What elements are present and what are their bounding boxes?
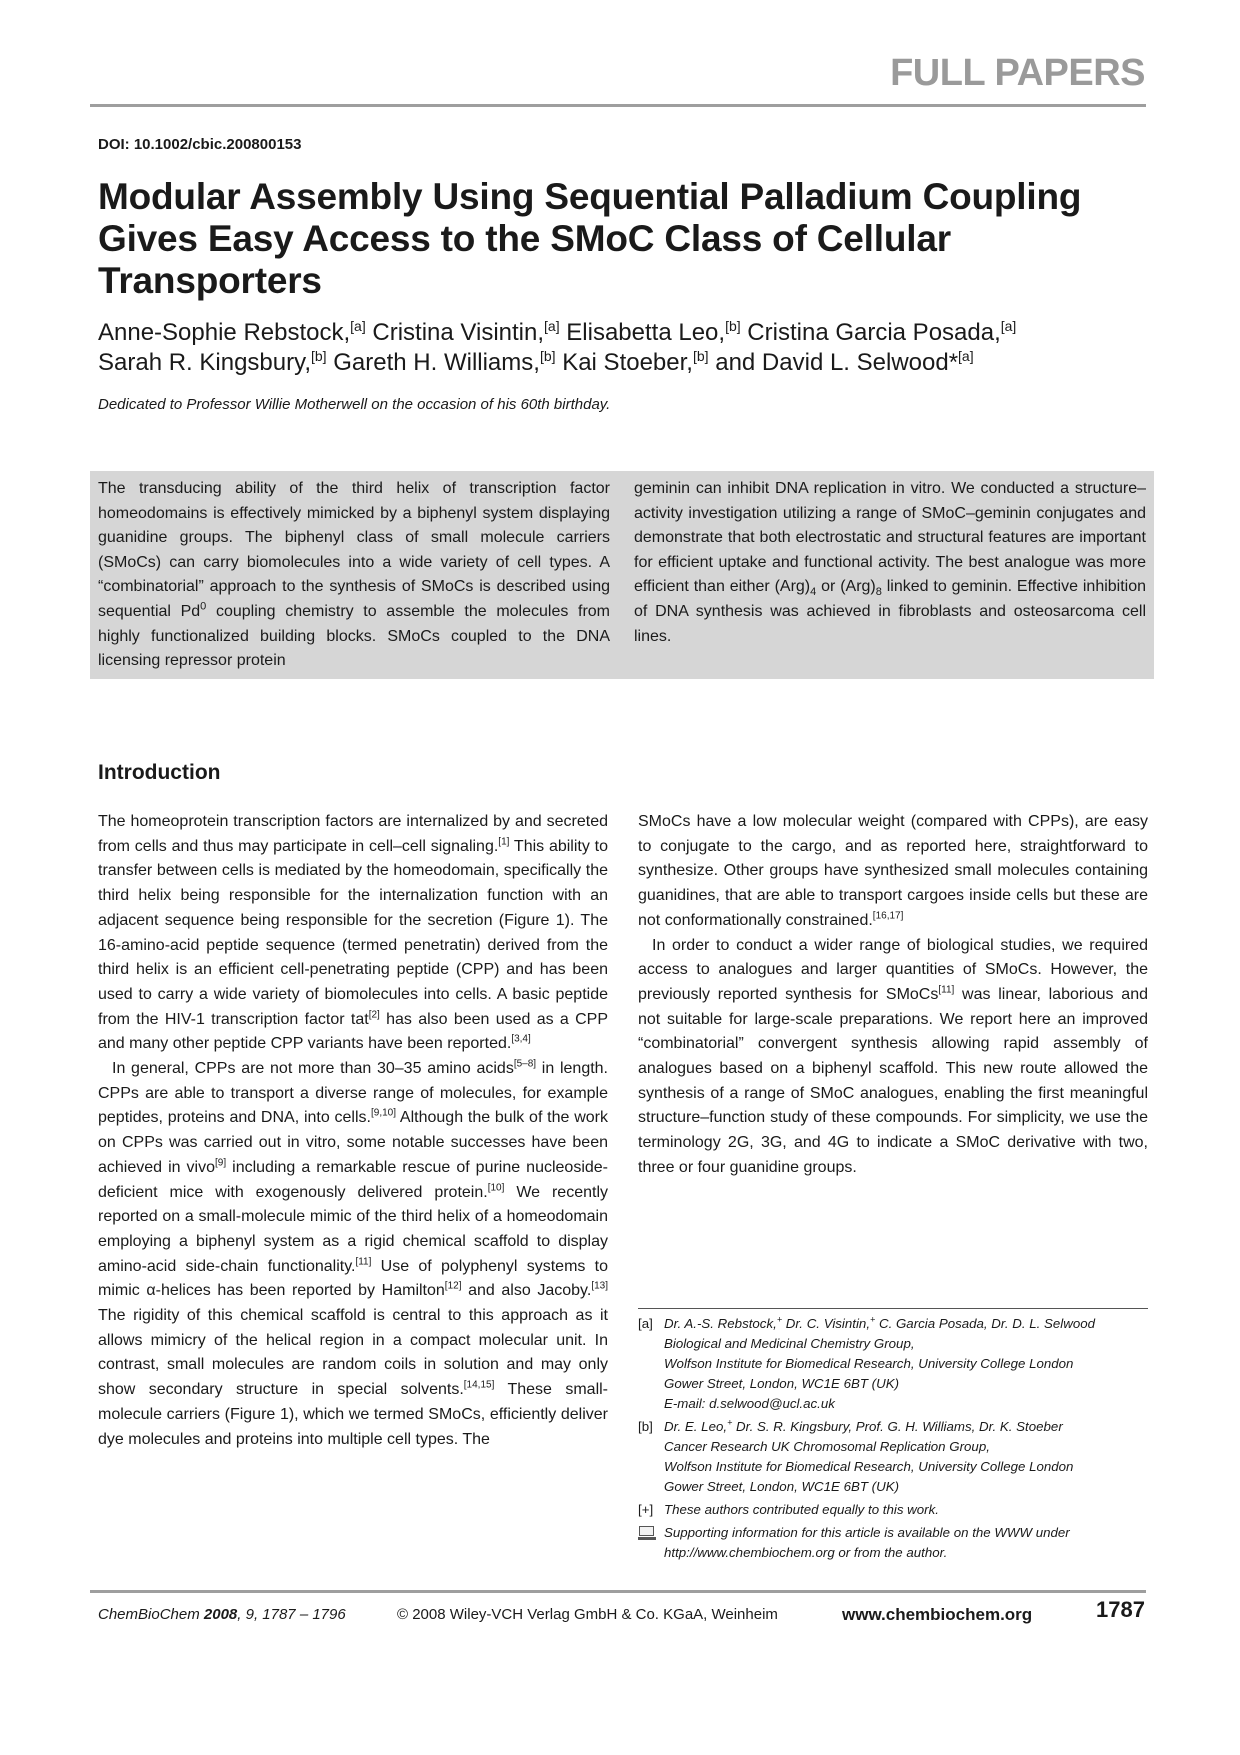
footnote-rule: [638, 1308, 1148, 1309]
article-title: Modular Assembly Using Sequential Palladium Coupling Gives Easy Access to the SMoC Class of Cellular Transporters: [98, 176, 1082, 301]
abstract-text: The transducing ability of the third helix of transcription factor homeodomains is effectively mimicked by a biphenyl system displaying guanidine groups. The biphenyl class of small molecule carriers (SMoCs) can carry biomolecules into a wide variety of cell types. A “combinatorial” approach to the synthesis of SMoCs is described using sequential Pd: [98, 480, 610, 620]
footnotes: [638, 1314, 1148, 1566]
paragraph-text: These small-molecule carriers (Figure 1), which we termed SMoCs, efficiently deliver dye molecules and proteins into multiple cell types. The: [98, 1381, 609, 1448]
paragraph-text: including a remarkable rescue of purine nucleoside-deficient mice with exogenously delivered protein.: [98, 1158, 609, 1201]
paragraph-text: In general, CPPs are not more than 30–35 amino acids: [112, 1060, 514, 1078]
footnote-line: Gower Street, London, WC1E 6BT (UK): [664, 1479, 900, 1494]
footnote-b: [638, 1417, 1148, 1497]
author-name: Cristina Garcia Posada,: [740, 319, 1001, 346]
paragraph-text: Although the bulk of the work on CPPs was carried out in vitro, some notable successes have been achieved in vivo: [98, 1109, 608, 1176]
abstract-text: geminin can inhibit DNA replication in vitro. We conducted a structure–activity investigation utilizing a range of SMoC–geminin conjugates and demonstrate that both electrostatic and structural features are important for efficient uptake and functional activity. The best analogue was more efficient than either (Arg): [634, 480, 1146, 596]
author-line-2: [98, 348, 1138, 378]
author-name: Elisabetta Leo,: [559, 319, 726, 346]
journal-name: ChemBioChem: [98, 1606, 200, 1623]
footnote-supporting-info: [638, 1523, 1148, 1563]
author-affiliation: [b]: [311, 348, 327, 364]
paragraph-text: Use of polyphenyl systems to mimic α-helices has been reported by Hamilton: [98, 1257, 608, 1300]
abstract-box: [90, 471, 1154, 679]
citation-ref[interactable]: [12]: [444, 1281, 462, 1293]
introduction-heading: Introduction: [98, 761, 221, 784]
citation-ref[interactable]: [9,10]: [370, 1108, 397, 1120]
author-line-1: [98, 318, 1138, 348]
paragraph-text: We recently reported on a small-molecule mimic of the third helix of a homeodomain employing a biphenyl system as a rigid chemical scaffold to display amino-acid side-chain functionality.: [98, 1183, 608, 1275]
citation-ref[interactable]: [1]: [498, 836, 510, 848]
author-affiliation: [a]: [1000, 318, 1017, 334]
footnote-line: [664, 1417, 1073, 1437]
paragraph-text: in length. CPPs are able to transport a diverse range of molecules, for example peptides, proteins and DNA, into cells.: [98, 1060, 609, 1127]
footer-rule: [90, 1590, 1146, 1593]
footnote-a: [638, 1314, 1148, 1414]
author-affiliation: [a]: [544, 318, 560, 334]
abstract-text: linked to geminin. Effective inhibition of DNA synthesis was achieved in fibroblasts and osteosarcoma cell lines.: [634, 578, 1147, 645]
author-name: Cristina Visintin,: [365, 319, 545, 346]
citation-ref[interactable]: [2]: [368, 1009, 380, 1021]
abstract-subscript: 4: [810, 586, 817, 599]
page-number: 1787: [1096, 1597, 1145, 1622]
journal-volume-pages: , 9, 1787 – 1796: [237, 1606, 346, 1623]
footnote-text: Dr. E. Leo,: [664, 1419, 728, 1434]
author-email[interactable]: E-mail: d.selwood@ucl.ac.uk: [664, 1396, 835, 1411]
citation-ref[interactable]: [16,17]: [872, 910, 904, 922]
author-affiliation: [b]: [692, 348, 709, 364]
section-label: FULL PAPERS: [890, 52, 1145, 94]
abstract-left-column: [98, 477, 610, 679]
author-list: [98, 318, 1138, 378]
body-column-right: [638, 810, 1148, 1181]
citation-ref[interactable]: [5–8]: [513, 1058, 537, 1070]
footnote-line: [664, 1314, 1095, 1334]
paragraph-text: The homeoprotein transcription factors are internalized by and secreted from cells and thus may participate in cell–cell signaling.: [98, 813, 608, 855]
abstract-subscript: 8: [875, 586, 882, 599]
journal-year: 2008: [203, 1606, 238, 1623]
header-rule: [90, 104, 1146, 107]
footnote-marker: [b]: [638, 1419, 653, 1434]
footnote-text: Dr. A.-S. Rebstock,: [664, 1316, 777, 1331]
paragraph: [638, 934, 1148, 1181]
footnote-superscript: +: [727, 1417, 733, 1428]
computer-icon: [638, 1526, 656, 1540]
footer-copyright: © 2008 Wiley-VCH Verlag GmbH & Co. KGaA, Weinheim: [397, 1606, 778, 1623]
abstract-right-column: [634, 477, 1146, 679]
author-name: Gareth H. Williams,: [326, 349, 540, 376]
footnote-text: These authors contributed equally to this work.: [664, 1502, 939, 1517]
paragraph-text: The rigidity of this chemical scaffold is central to this approach as it allows mimicry of the helical region in a compact molecular unit. In contrast, small molecules are random coils in solution and may only show secondary structure in special solvents.: [98, 1307, 608, 1399]
author-affiliation: [b]: [725, 318, 741, 334]
author-affiliation: [a]: [350, 318, 366, 334]
footnote-body: [664, 1417, 1073, 1497]
footnote-body: [664, 1314, 1095, 1414]
footnote-text: Dr. C. Visintin,: [782, 1316, 871, 1331]
citation-ref[interactable]: [11]: [938, 984, 955, 996]
paragraph-text: In order to conduct a wider range of biological studies, we required access to analogues and larger quantities of SMoCs. However, the previously reported synthesis for SMoCs: [638, 936, 1148, 1003]
paragraph: [638, 810, 1148, 934]
footnote-equal-contribution: [638, 1500, 1148, 1520]
author-name: Anne-Sophie Rebstock,: [98, 319, 351, 346]
citation-ref[interactable]: [3,4]: [511, 1034, 531, 1045]
author-name: and David L. Selwood*: [708, 349, 959, 376]
footnote-line: Cancer Research UK Chromosomal Replication Group,: [664, 1439, 990, 1454]
footnote-line: Biological and Medicinal Chemistry Group,: [664, 1336, 915, 1351]
paragraph: [98, 810, 608, 1057]
footnote-superscript: +: [776, 1314, 783, 1325]
doi[interactable]: DOI: 10.1002/cbic.200800153: [98, 136, 302, 153]
footnote-line: Wolfson Institute for Biomedical Research, University College London: [664, 1356, 1074, 1371]
paragraph-text: and also Jacoby.: [461, 1282, 592, 1300]
footnote-text: Dr. S. R. Kingsbury, Prof. G. H. Williams, Dr. K. Stoeber: [732, 1419, 1063, 1434]
paragraph-text: SMoCs have a low molecular weight (compared with CPPs), are easy to conjugate to the cargo, and as reported here, straightforward to synthesize. Other groups have synthesized small molecules containing guanidines, that are able to transport cargoes inside cells but these are not conformationally constrained.: [638, 813, 1148, 929]
paragraph-text: was linear, laborious and not suitable for large-scale preparations. We report here an improved “combinatorial” convergent synthesis allowing rapid assembly of analogues based on a biphenyl scaffold. This new route allowed the synthesis of a range of SMoC analogues, enabling the first meaningful structure–function study of these compounds. For simplicity, we use the terminology 2G, 3G, and 4G to indicate a SMoC derivative with two, three or four guanidine groups.: [638, 985, 1148, 1176]
citation-ref[interactable]: [11]: [355, 1256, 372, 1268]
journal-url[interactable]: www.chembiochem.org: [842, 1605, 1033, 1624]
citation-ref[interactable]: [14,15]: [463, 1379, 495, 1391]
body-column-left: [98, 810, 608, 1452]
footnote-superscript: +: [870, 1314, 876, 1325]
author-affiliation: [a]: [958, 348, 974, 364]
footnote-marker: [638, 1523, 664, 1563]
abstract-text: or (Arg): [816, 578, 876, 596]
paragraph-text: has also been used as a CPP and many other peptide CPP variants have been reported.: [98, 1010, 609, 1053]
citation-ref[interactable]: [13]: [591, 1281, 608, 1293]
footnote-line: Wolfson Institute for Biomedical Research, University College London: [664, 1459, 1074, 1474]
supporting-info-link[interactable]: http://www.chembiochem.org or from the author.: [664, 1545, 948, 1560]
paragraph: [98, 1057, 608, 1452]
author-affiliation: [b]: [539, 348, 556, 364]
footnote-line: Gower Street, London, WC1E 6BT (UK): [664, 1376, 900, 1391]
footnote-marker: [+]: [638, 1502, 654, 1517]
footnote-marker: [a]: [638, 1316, 653, 1331]
footnote-text: C. Garcia Posada, Dr. D. L. Selwood: [875, 1316, 1096, 1331]
abstract-text: coupling chemistry to assemble the molecules from highly functionalized building blocks. SMoCs coupled to the DNA licensing repressor protein: [98, 602, 610, 670]
abstract-superscript: 0: [200, 600, 207, 613]
author-name: Kai Stoeber,: [555, 349, 693, 376]
citation-ref[interactable]: [10]: [487, 1182, 505, 1194]
dedication: Dedicated to Professor Willie Motherwell on the occasion of his 60th birthday.: [98, 396, 611, 413]
author-name: Sarah R. Kingsbury,: [98, 349, 311, 376]
footnote-line: Supporting information for this article is available on the WWW under: [664, 1525, 1070, 1540]
paragraph-text: This ability to transfer between cells is mediated by the homeodomain, specifically the third helix being responsible for the internalization function with an adjacent sequence being responsible for the secretion (Figure 1). The 16-amino-acid peptide sequence (termed penetratin) derived from the third helix is an efficient cell-penetrating peptide (CPP) and has been used to carry a wide variety of biomolecules into cells. A basic peptide from the HIV-1 transcription factor tat: [98, 837, 608, 1028]
footer-citation: [98, 1606, 346, 1623]
footnote-body: [664, 1523, 1070, 1563]
citation-ref[interactable]: [9]: [215, 1157, 227, 1169]
